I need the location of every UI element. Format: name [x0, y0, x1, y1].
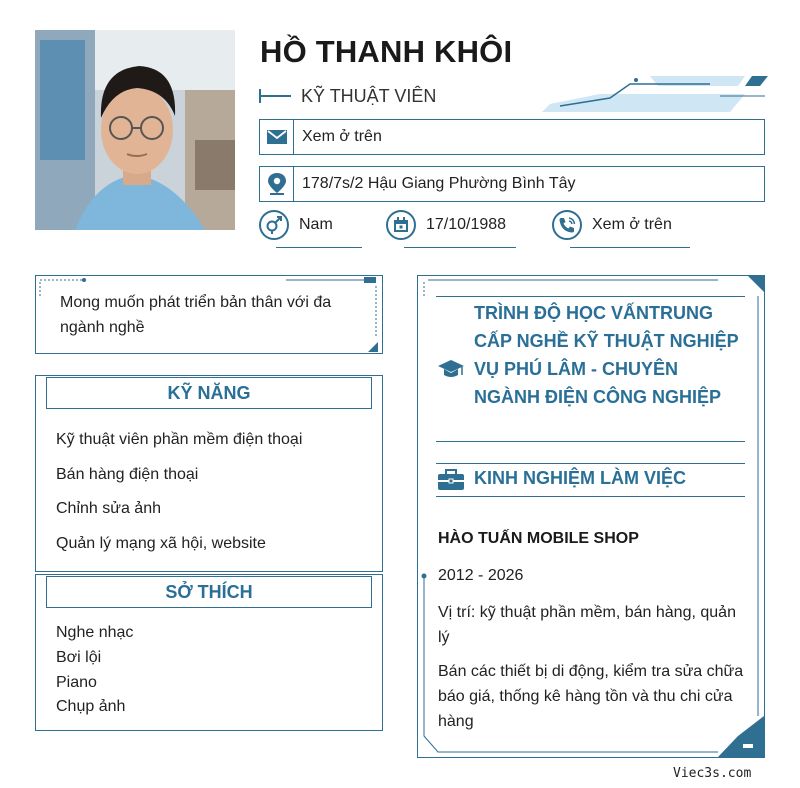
address-value: 178/7s/2 Hậu Giang Phường Bình Tây [302, 175, 576, 192]
job-title: KỸ THUẬT VIÊN [301, 85, 437, 106]
birthday-value: 17/10/1988 [426, 216, 507, 233]
skill-item: Chỉnh sửa ảnh [56, 500, 161, 517]
calendar-icon [386, 210, 416, 240]
hobby-item: Piano [56, 674, 97, 691]
birthday-underline [404, 247, 516, 248]
skills-heading: KỸ NĂNG [46, 377, 372, 409]
phone-item [552, 210, 672, 240]
birthday-item [386, 210, 506, 240]
job-position: Vị trí: kỹ thuật phần mềm, bán hàng, quản lý [438, 604, 736, 646]
gender-icon [259, 210, 289, 240]
employment-period: 2012 - 2026 [438, 567, 524, 584]
job-title-row [259, 84, 436, 108]
address-row [259, 166, 765, 202]
site-watermark: Viec3s.com [673, 766, 752, 781]
education-top-rule [436, 296, 745, 297]
title-decoration [259, 89, 291, 103]
skill-item: Kỹ thuật viên phần mềm điện thoại [56, 431, 303, 448]
graduation-cap-icon [438, 358, 464, 385]
objective-text: Mong muốn phát triển bản thân với đa ngành nghề [60, 294, 332, 336]
hobbies-heading: SỞ THÍCH [46, 576, 372, 608]
skill-item: Quản lý mạng xã hội, website [56, 535, 266, 552]
gender-item [259, 210, 333, 240]
phone-icon [552, 210, 582, 240]
education-text: TRÌNH ĐỘ HỌC VẤNTRUNG CẤP NGHỀ KỸ THUẬT NGHIỆP VỤ PHÚ LÂM - CHUYÊN NGÀNH ĐIỆN CÔNG NGHIỆP [474, 303, 739, 407]
gender-underline [276, 247, 362, 248]
experience-top-rule [436, 463, 745, 464]
job-description: Bán các thiết bị di động, kiểm tra sửa chữa báo giá, thống kê hàng tồn và thu chi cửa hàng [438, 663, 744, 730]
email-value: Xem ở trên [302, 128, 382, 145]
gender-value: Nam [299, 216, 333, 233]
skill-item: Bán hàng điện thoại [56, 466, 199, 483]
hobby-item: Chụp ảnh [56, 698, 126, 715]
envelope-icon [260, 120, 294, 154]
briefcase-icon [438, 469, 464, 496]
experience-heading: KINH NGHIỆM LÀM VIỆC [474, 468, 687, 488]
education-bottom-rule [436, 441, 745, 442]
company-name: HÀO TUẤN MOBILE SHOP [438, 530, 639, 547]
email-row [259, 119, 765, 155]
map-pin-icon [260, 167, 294, 201]
phone-underline [570, 247, 690, 248]
hobby-item: Bơi lội [56, 649, 102, 666]
phone-value: Xem ở trên [592, 216, 672, 233]
header-decoration [540, 72, 770, 114]
hobby-item: Nghe nhạc [56, 624, 134, 641]
profile-photo [35, 30, 235, 230]
candidate-name: HỒ THANH KHÔI [260, 34, 513, 69]
experience-bottom-rule [436, 496, 745, 497]
